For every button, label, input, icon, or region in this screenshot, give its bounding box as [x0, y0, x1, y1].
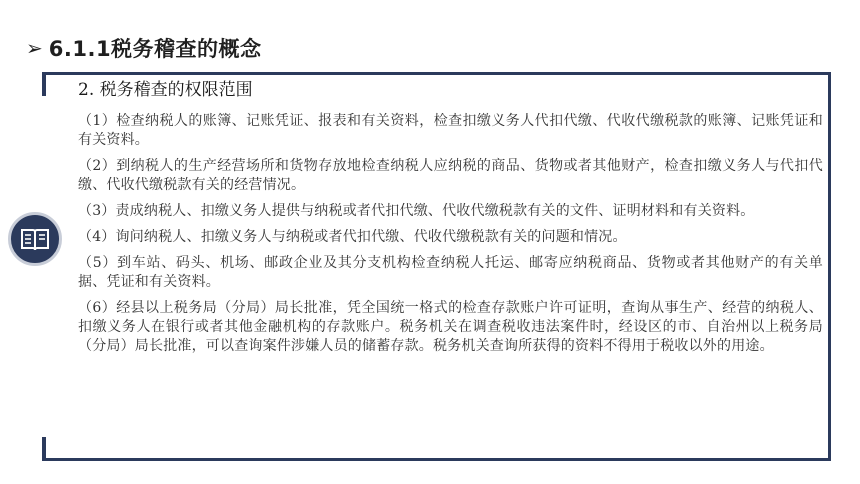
frame-bottom-border: [42, 458, 831, 461]
book-badge: [8, 212, 62, 266]
content-area: [78, 76, 823, 363]
authority-item-4: （4）询问纳税人、扣缴义务人与纳税或者代扣代缴、代收代缴税款有关的问题和情况。: [78, 229, 627, 245]
section-subtitle: 2. 税务稽查的权限范围: [78, 80, 253, 100]
frame-corner-top-left: [42, 72, 46, 96]
page-title: 6.1.1税务稽查的概念: [48, 37, 262, 61]
authority-item-6: （6）经县以上税务局（分局）局长批准，凭全国统一格式的检查存款账户许可证明，查询从事生产、经营的纳税人、扣缴义务人在银行或者其他金融机构的存款账户。税务机关在调查税收违法案件时，经设区的市、自治州以上税务局（分局）局长批准，可以查询案件涉嫌人员的储蓄存款。税务机关查询所获得的资料不得用于税收以外的用途。: [78, 300, 823, 354]
authority-item-1: （1）检查纳税人的账簿、记账凭证、报表和有关资料，检查扣缴义务人代扣代缴、代收代缴税款的账簿、记账凭证和有关资料。: [78, 113, 823, 148]
authority-item-5: （5）到车站、码头、机场、邮政企业及其分支机构检查纳税人托运、邮寄应纳税商品、货物或者其他财产的有关单据、凭证和有关资料。: [78, 255, 823, 290]
authority-item-2: （2）到纳税人的生产经营场所和货物存放地检查纳税人应纳税的商品、货物或者其他财产，检查扣缴义务人与代扣代缴、代收代缴税款有关的经营情况。: [78, 158, 823, 193]
section-header: [26, 31, 262, 65]
arrow-bullet-icon: ➢: [26, 36, 43, 60]
authority-item-3: （3）责成纳税人、扣缴义务人提供与纳税或者代扣代缴、代收代缴税款有关的文件、证明材料和有关资料。: [78, 203, 755, 219]
book-icon: [20, 226, 50, 252]
